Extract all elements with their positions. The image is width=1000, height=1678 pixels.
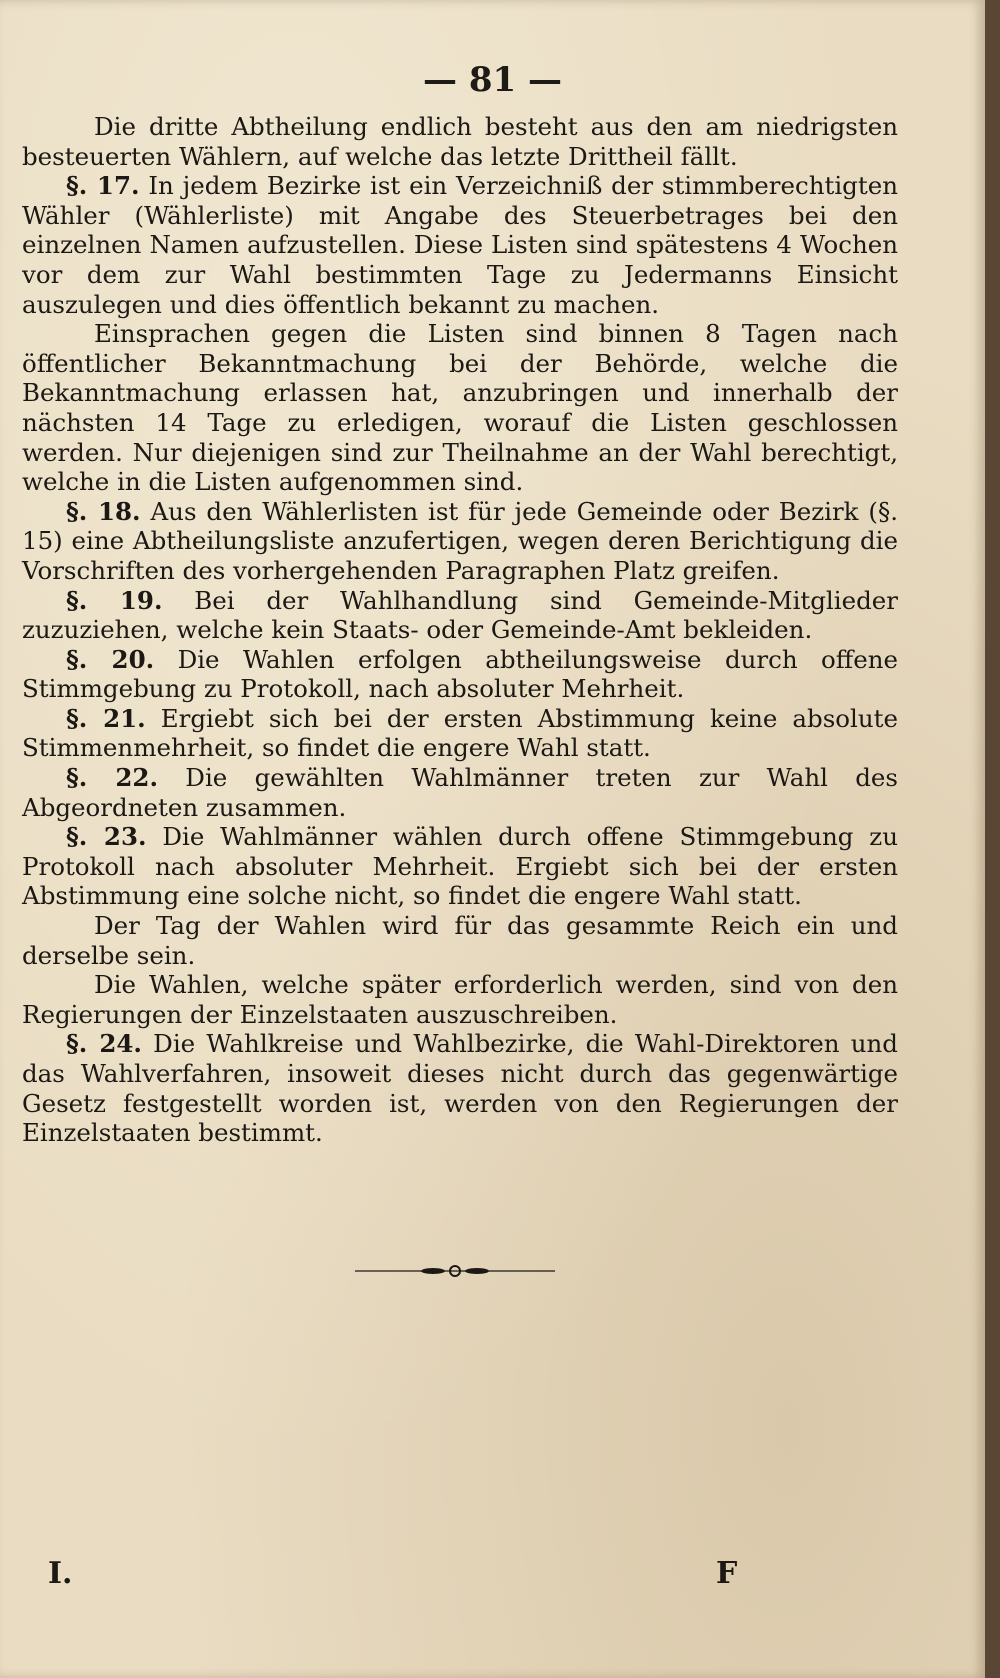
paragraph (22, 822, 898, 911)
paragraph-text: Aus den Wählerlisten ist für jede Gemeinde oder Bezirk (§. 15) eine Abtheilungsliste anzufertigen, wegen deren Berichtigung die Vorschriften des vorhergehenden Paragraphen Platz greifen. (22, 496, 898, 585)
paragraph-text: Bei der Wahlhandlung sind Gemeinde-Mitglieder zuzuziehen, welche kein Staats- oder Gemeinde-Amt bekleiden. (22, 585, 898, 645)
paragraph (22, 1029, 898, 1147)
paragraph (22, 704, 898, 763)
paragraph (22, 497, 898, 586)
section-number: §. 23. (66, 822, 147, 852)
paragraph (22, 970, 898, 1029)
paragraph-text: Die Wahlen, welche später erforderlich werden, sind von den Regierungen der Einzelstaaten auszuschreiben. (22, 970, 898, 1029)
paragraph (22, 171, 898, 319)
paragraph (22, 911, 898, 970)
paragraph-text: Die Wahlen erfolgen abtheilungsweise durch offene Stimmgebung zu Protokoll, nach absoluter Mehrheit. (22, 644, 898, 704)
section-number: §. 20. (66, 644, 155, 674)
paragraph (22, 319, 898, 497)
paragraph-text: Der Tag der Wahlen wird für das gesammte Reich ein und derselbe sein. (22, 911, 898, 970)
paragraph (22, 645, 898, 704)
section-number: §. 22. (66, 763, 158, 793)
signature-mark-right: F (716, 1556, 738, 1591)
section-number: §. 24. (66, 1029, 142, 1059)
paragraph (22, 586, 898, 645)
paragraph-text: Die Wahlkreise und Wahlbezirke, die Wahl-Direktoren und das Wahlverfahren, insoweit dieses nicht durch das gegenwärtige Gesetz festgestellt worden ist, werden von den Regierungen der Einzelstaaten bestimmt. (22, 1029, 898, 1148)
section-number: §. 19. (66, 585, 163, 615)
section-number: §. 21. (66, 703, 146, 733)
paragraph-text: Die dritte Abtheilung endlich besteht aus den am niedrigsten besteuerten Wählern, auf welche das letzte Drittheil fällt. (22, 112, 898, 171)
paragraph-text: Einsprachen gegen die Listen sind binnen 8 Tagen nach öffentlicher Bekanntmachung bei der Behörde, welche die Bekanntmachung erlassen hat, anzubringen und innerhalb der nächsten 14 Tage zu erledigen, worauf die Listen geschlossen werden. Nur diejenigen sind zur Theilnahme an der Wahl berechtigt, welche in die Listen aufgenommen sind. (22, 319, 898, 497)
paragraph (22, 112, 898, 171)
paragraph-text: Die Wahlmänner wählen durch offene Stimmgebung zu Protokoll nach absoluter Mehrheit. Ergiebt sich bei der ersten Abstimmung eine solche nicht, so findet die engere Wahl statt. (22, 822, 898, 911)
signature-mark-left: I. (48, 1556, 73, 1591)
paragraph-text: Die gewählten Wahlmänner treten zur Wahl des Abgeordneten zusammen. (22, 763, 898, 822)
paragraph-text: In jedem Bezirke ist ein Verzeichniß der stimmberechtigten Wähler (Wählerliste) mit Angabe des Steuerbetrages bei den einzelnen Namen aufzustellen. Diese Listen sind spätestens 4 Wochen vor dem zur Wahl bestimmten Tage zu Jedermanns Einsicht auszulegen und dies öffentlich bekannt zu machen. (22, 171, 898, 319)
section-number: §. 17. (66, 171, 140, 201)
section-number: §. 18. (66, 496, 141, 526)
paragraph-text: Ergiebt sich bei der ersten Abstimmung keine absolute Stimmenmehrheit, so findet die engere Wahl statt. (22, 703, 898, 763)
page-number: — 81 — (423, 60, 562, 100)
paragraph (22, 763, 898, 822)
ornament-divider-icon (355, 1264, 555, 1278)
body-text (22, 112, 898, 1148)
